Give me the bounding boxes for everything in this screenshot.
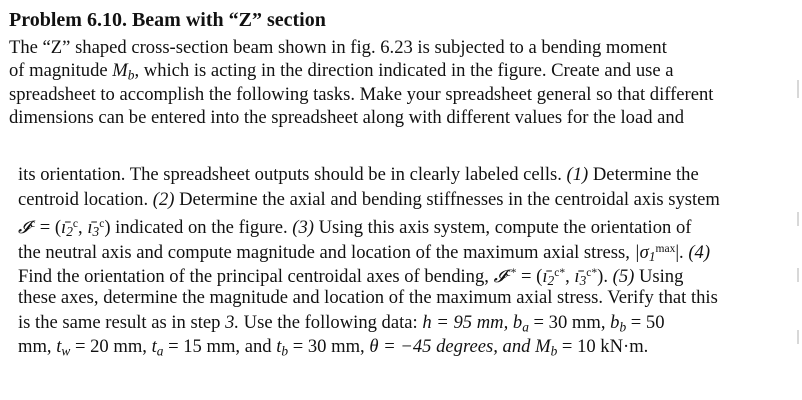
stress-superscript: max xyxy=(655,242,676,255)
text-fragment: Using this axis system, compute the orientation of xyxy=(313,216,692,238)
text-fragment: Determine the axial and bending stiffnesses in the centroidal axis system xyxy=(174,188,720,210)
unit-vector-i3-superscript: c xyxy=(99,218,105,231)
unit-vector-i3-subscript: 3 xyxy=(92,224,100,240)
text-line xyxy=(18,335,786,360)
value-bb-symbol: b xyxy=(610,311,620,333)
text-line xyxy=(9,59,789,82)
step-1-label: (1) xyxy=(566,164,589,185)
value-ta: = 15 mm, and xyxy=(163,336,272,358)
comma: , xyxy=(565,266,575,288)
step-2-label: (2) xyxy=(152,188,175,210)
text-fragment: is the same result as in step xyxy=(18,311,226,333)
unit-vector-i2-superscript: c xyxy=(72,218,79,231)
principal-vector-i3-subscript: 3 xyxy=(579,273,587,289)
step-3-label: (3) xyxy=(292,216,314,238)
moment-symbol: M xyxy=(112,60,128,82)
text-fragment: of magnitude xyxy=(9,60,113,82)
value-tw-symbol: t xyxy=(56,336,62,358)
scan-edge-mark xyxy=(797,80,799,98)
text-line xyxy=(18,163,786,188)
text-fragment: = ( xyxy=(516,266,543,288)
scan-edge-mark xyxy=(797,268,799,282)
text-fragment: |. xyxy=(675,241,689,263)
value-ba-subscript: a xyxy=(522,318,529,334)
unit-vector-i2-subscript: 2 xyxy=(66,224,73,240)
text-line xyxy=(18,212,786,240)
value-tb: = 30 mm, xyxy=(288,336,365,358)
moment-subscript: b xyxy=(127,67,135,83)
unit-vector-i3: ı̄ xyxy=(87,216,93,238)
value-mb-subscript: b xyxy=(550,343,558,359)
text-line xyxy=(18,188,786,213)
text-line: these axes, determine the magnitude and location of the maximum axial stress. Verify that this xyxy=(18,286,718,308)
text-fragment: = ( xyxy=(35,216,62,238)
text-line: dimensions can be entered into the spreadsheet along with different values for the load and xyxy=(9,107,685,129)
value-mb-symbol: M xyxy=(535,336,551,358)
value-bb-subscript: b xyxy=(619,318,627,334)
axis-system-symbol: 𝓘 xyxy=(18,217,30,238)
value-h: h = 95 mm, xyxy=(422,311,509,333)
text-fragment: ). xyxy=(597,266,613,288)
problem-title: Problem 6.10. Beam with “Z” section xyxy=(9,9,326,31)
text-fragment: Find the orientation of the principal centroidal axes of bending, xyxy=(18,266,494,288)
scan-edge-mark xyxy=(797,330,799,344)
value-ta-symbol: t xyxy=(151,336,157,358)
step-3-reference: 3. xyxy=(225,311,240,333)
value-theta: θ = −45 degrees, and xyxy=(369,336,531,358)
stress-symbol: |σ xyxy=(634,241,649,263)
text-fragment: Using xyxy=(634,266,684,288)
principal-axis-symbol: 𝓘 xyxy=(493,267,506,288)
principal-vector-i3-superscript: c* xyxy=(586,267,598,280)
value-tb-subscript: b xyxy=(281,343,289,359)
value-tw-subscript: w xyxy=(61,343,71,359)
unit-vector-i2: ı̄ xyxy=(61,216,67,238)
text-line xyxy=(18,237,786,262)
principal-vector-i2: ı̄ xyxy=(542,266,548,288)
text-fragment: mm, xyxy=(18,336,57,358)
text-line: spreadsheet to accomplish the following tasks. Make your spreadsheet general so that different xyxy=(9,83,714,105)
value-ba: = 30 mm, xyxy=(528,311,606,333)
step-5-label: (5) xyxy=(612,266,635,288)
text-line xyxy=(18,311,786,336)
text-fragment: , which is acting in the direction indicated in the figure. Create and use a xyxy=(134,60,674,82)
value-bb: = 50 xyxy=(626,311,665,333)
value-ta-subscript: a xyxy=(156,343,164,359)
principal-vector-i3: ı̄ xyxy=(574,266,580,288)
text-line: The “Z” shaped cross-section beam shown in fig. 6.23 is subjected to a bending moment xyxy=(9,37,667,58)
comma: , xyxy=(78,216,88,238)
scan-edge-mark xyxy=(797,212,799,226)
text-fragment: its orientation. The spreadsheet outputs should be in clearly labeled cells. xyxy=(18,164,567,185)
value-tw: = 20 mm, xyxy=(70,336,147,358)
close-paren: ) xyxy=(104,216,111,238)
text-fragment: Determine the xyxy=(588,164,699,185)
text-fragment: centroid location. xyxy=(18,188,153,210)
value-ba-symbol: b xyxy=(512,311,523,333)
principal-vector-i2-superscript: c* xyxy=(554,267,566,280)
principal-vector-i2-subscript: 2 xyxy=(547,273,555,289)
value-mb: = 10 kN·m. xyxy=(557,336,649,358)
text-fragment: Use the following data: xyxy=(239,311,423,333)
text-line xyxy=(18,261,786,289)
paragraph-1 xyxy=(9,36,789,130)
stress-subscript: 1 xyxy=(648,248,656,264)
principal-axis-superscript: c* xyxy=(505,267,517,280)
axis-system-superscript: c xyxy=(29,218,36,231)
value-tb-symbol: t xyxy=(276,336,282,358)
step-4-label: (4) xyxy=(688,241,711,263)
text-fragment: the neutral axis and compute magnitude and location of the maximum axial stress, xyxy=(18,241,635,263)
paragraph-2 xyxy=(18,163,786,360)
text-fragment: indicated on the figure. xyxy=(110,216,293,238)
